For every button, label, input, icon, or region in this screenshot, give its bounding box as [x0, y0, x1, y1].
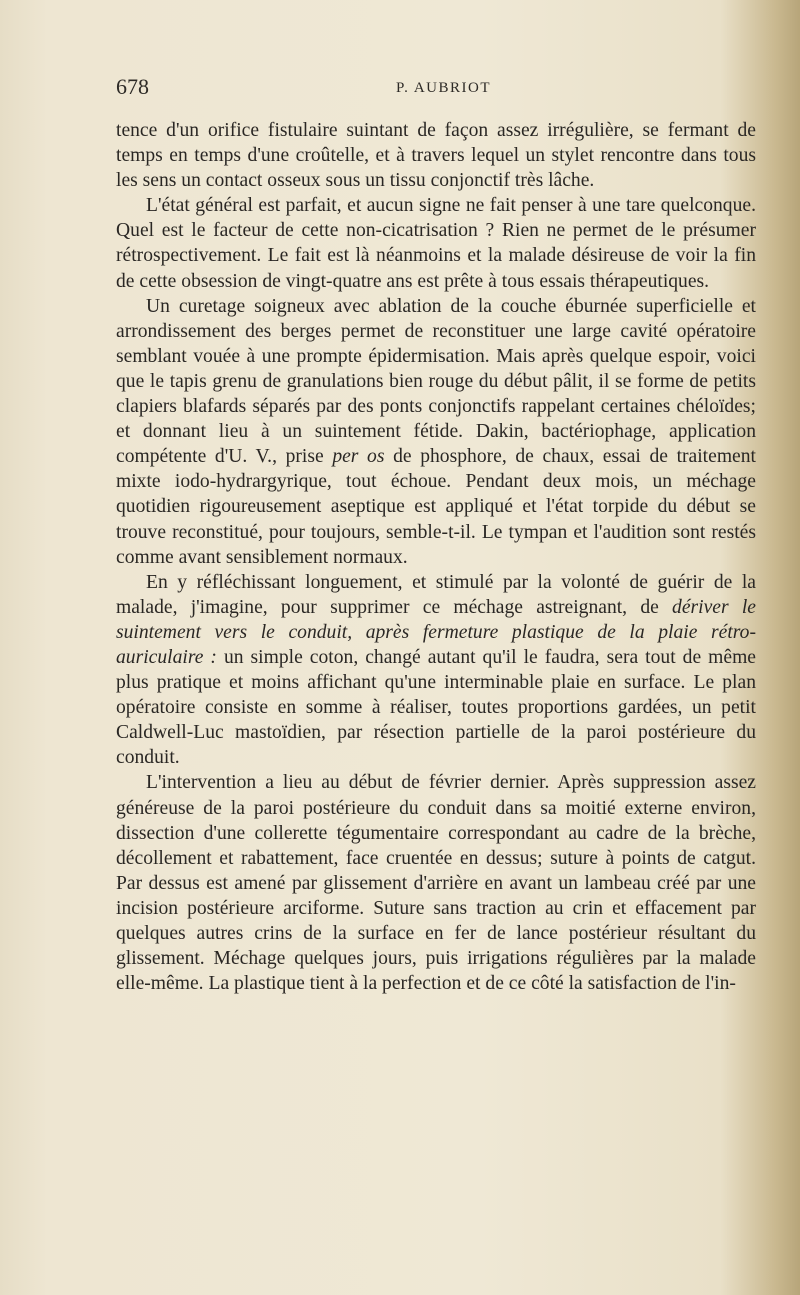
page-header: [116, 74, 756, 104]
body-text: [116, 118, 756, 996]
paragraph-text: En y réfléchissant longuement, et stimulé par la volonté de guérir de la malade, j'imagine, pour supprimer ce méchage astreignant, de: [116, 571, 756, 618]
italic-phrase: per os: [332, 446, 385, 468]
paragraph-text: L'intervention a lieu au début de février dernier. Après suppression assez généreuse de la paroi postérieure du conduit dans sa moitié externe environ, dissection d'une collerette tégumentaire correspondant au cadre de la brèche, décollement et rabattement, face cruentée en dessus; suture à points de catgut. Par dessus est amené par glissement d'arrière en avant un lambeau créé par une incision postérieure arciforme. Suture sans traction au crin et effacement par quelques autres crins de la surface en fer de lance postérieur résultant du glissement. Méchage quelques jours, puis irrigations régulières par la malade elle-même. La plastique tient à la perfection et de ce côté la satisfaction de l'in-: [116, 772, 756, 995]
paragraph-text: L'état général est parfait, et aucun signe ne fait penser à une tare quelconque. Quel est le facteur de cette non-cicatrisation ? Rien ne permet de le présumer rétrospectivement. Le fait est là néanmoins et la malade désireuse de voir la fin de cette obsession de vingt-quatre ans est prête à tous essais thérapeutiques.: [116, 195, 756, 292]
paragraph-text: de phosphore, de chaux, essai de traitement mixte iodo-hydrargyrique, tout échoue. Pendant deux mois, un méchage quotidien rigoureusement aseptique est appliqué et l'état torpide du début se trouve reconstitué, pour toujours, semble-t-il. Le tympan et l'audition sont restés comme avant sensiblement normaux.: [116, 446, 756, 568]
italic-phrase: dériver le suintement vers le conduit, après fermeture plastique de la plaie rétro-auriculaire :: [116, 596, 756, 668]
paragraph-3: [116, 294, 756, 570]
paragraph-text: tence d'un orifice fistulaire suintant de façon assez irrégulière, se fermant de temps en temps d'une croûtelle, et à travers lequel un stylet rencontre dans tous les sens un contact osseux sous un tissu conjonctif très lâche.: [116, 120, 756, 192]
paragraph-text: un simple coton, changé autant qu'il le faudra, sera tout de même plus pratique et moins affichant qu'une interminable plaie en surface. Le plan opératoire consiste en somme à réaliser, toutes proportions gardées, un petit Caldwell-Luc mastoïdien, par résection partielle de la paroi postérieure du conduit.: [116, 646, 757, 769]
page-number: 678: [116, 74, 149, 99]
running-head: P. AUBRIOT: [396, 80, 492, 96]
paragraph-4: [116, 570, 756, 771]
paragraph-5: [116, 770, 756, 996]
paragraph-text: Un curetage soigneux avec ablation de la couche éburnée superficielle et arrondissement des berges permet de reconstituer une large cavité opératoire semblant vouée à une prompte épidermisation. Mais après quelque espoir, voici que le tapis grenu de granulations bien rouge du début pâlit, il se forme de petits clapiers blafards séparés par des ponts conjonctifs rappelant certaines chéloïdes; et donnant lieu à un suintement fétide. Dakin, bactériophage, application compétente d'U. V., prise: [116, 295, 756, 468]
paragraph-1: [116, 118, 756, 193]
paragraph-2: [116, 193, 756, 293]
